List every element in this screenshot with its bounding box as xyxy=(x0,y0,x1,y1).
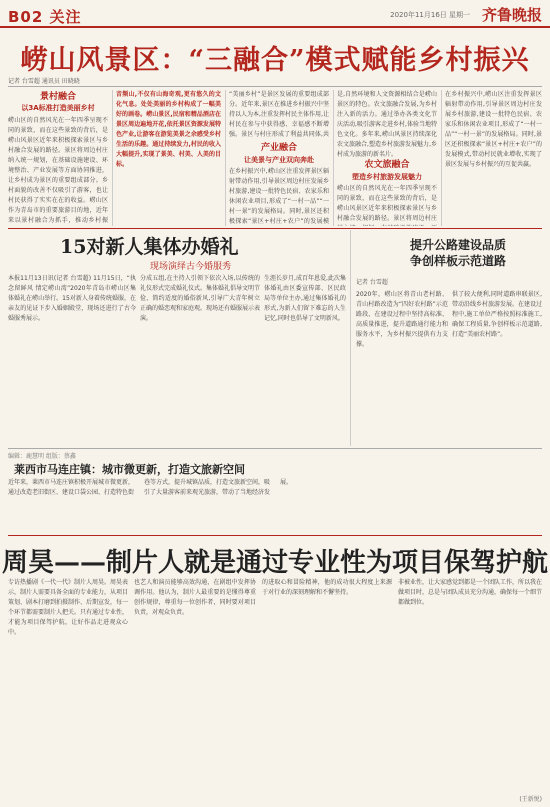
band-body: 近年来，莱西市马连庄镇积极开展城市微更新，通过改造老旧街区、建设口袋公园、打造特色街巷等方式，提升城镇品质，打造文旅新空间，吸引了大量游客前来观光旅游，带动了当地经济发展。 xyxy=(8,479,293,496)
editor-credit: 编辑：鹿慧明 组版：蔡鑫 xyxy=(8,453,76,460)
sub2-subtitle: 让美景与产业双向奔赴 xyxy=(244,156,314,164)
top-col-1: 崂山区的自然风光在一年四季呈现不同的景致，而在这些景致的背后，是崂山风景区近年来积极探索景区与乡村融合发展的路径。景区将周边村庄纳入统一规划，在基础设施建设、环境整治、产业发展等方面协同推进，让乡村成为景区的重要组成部分。乡村面貌的改善不仅吸引了游客，也让村民获得了实实在在的收益。崂山区作为青岛市的重要旅游目的地，近年来以景村融合为抓手，推动乡村振 xyxy=(8,117,108,224)
road-col-2: 供了较大便利,同时道路串联景区,带动沿线乡村旅游发展。在建设过程中,施工单位严格按照标准施工,确保工程质量,争创样板示范道路,打造“美丽农村路”。 xyxy=(452,291,542,338)
wedding-col-1: 本报11月13日讯(记者 台雪超) 11月15日，“执念留鲜风 情定崂山湾”2020年青岛市崂山区集体婚礼在崂山举行。15对新人身着传统婚服，在亲友的见证下步入婚姻殿堂，现场还进行了古今婚服秀展示。 xyxy=(8,275,136,322)
producer-headline: 周昊——制片人就是通过专业性为项目保驾护航 xyxy=(1,548,548,578)
producer-col-2: 也艺人和演员能够高效沟通，在剧组中发挥协调作用。他认为，制片人最重要的是懂得尊重创作规律，尊重每一位创作者，同时要对项目负责，对观众负责。 xyxy=(134,579,256,616)
issue-date: 2020年11月16日 星期一 xyxy=(390,11,470,19)
section-label: B02 关注 xyxy=(8,8,82,26)
top-col-4: 是,自然环境和人文资源相结合是崂山景区的特色。农文旅融合发展,为乡村注入新的活力。通过举办各类文化节庆活动,吸引游客走进乡村,体验当地特色文化。多年来,崂山风景区持续深化农文旅融合,塑造乡村旅游发展魅力,乡村成为旅游的新名片。 xyxy=(337,91,437,158)
section-divider xyxy=(8,228,542,229)
top-col-5: 在乡村振兴中,崂山区注重发挥景区辐射带动作用,引导景区周边村庄发展乡村旅游,建设一批特色民宿、农家乐和休闲农业项目,形成了“一村一品”“一村一景”的发展格局。同时,景区还积极探索“景区+村庄+农户”的发展模式,带动村民就业增收,实现了景区发展与乡村振兴的互促共赢。 xyxy=(445,91,542,168)
top-col-3b: 在乡村振兴中,崂山区注重发挥景区辐射带动作用,引导景区周边村庄发展乡村旅游,建设一批特色民宿、农家乐和休闲农业项目,形成了“一村一品”“一村一景”的发展格局。同时,景区还积极探索“景区+村庄+农户”的发展模 xyxy=(229,168,329,225)
sub1-title: 景村融合 xyxy=(39,92,76,102)
col-divider xyxy=(350,230,351,446)
top-col-4b: 崂山区的自然风光在一年四季呈现不同的景致，而在这些景致的背后，是崂山风景区近年来积极探索景区与乡村融合发展的路径。景区将周边村庄 xyxy=(337,185,437,222)
top-col-2: 音频山,不仅有山海奇观,更有悠久的文化气息。处处美丽的乡村构成了一幅美好的画卷。崂山景区,民宿和精品酒店在景区周边遍地开花,依托景区资源发展特色产业,让游客在游览美景之余感受乡村生活的乐趣。通过持续发力,村民的收入大幅提升,实现了景美、村美、人美的目标。 xyxy=(116,91,221,168)
top-headline: 崂山风景区：“三融合”模式赋能乡村振兴 xyxy=(20,45,530,76)
sub1-subtitle: 以3A标准打造美丽乡村 xyxy=(21,104,95,112)
road-headline-line-2: 争创样板示范道路 xyxy=(410,254,507,268)
road-byline: 记者 台雪超 xyxy=(356,279,388,286)
producer-col-4: 非被业性，让大家感觉到都是一个团队工作，所以我在做项目时，总是与团队成员充分沟通，确保每一个细节都做到位。 xyxy=(398,579,542,606)
producer-col-1: 专访热播剧《一代一代》制片人周昊。周昊表示，制片人需要具备全面的专业能力，从项目策划、剧本打磨到拍摄制作、后期宣发，每一个环节都需要制片人把关。只有通过专业性，才能为项目保驾护航，让好作品走进观众心中。 xyxy=(8,579,128,636)
road-col-1: 2020年，崂山区将青山老村路、青山村路改造为“四好农村路”示范路段，在建设过程中坚持高标准、高质量推进，提升道路通行能力和服务水平，为乡村振兴提供有力支撑。 xyxy=(356,291,448,348)
wedding-headline: 15对新人集体办婚礼 xyxy=(60,236,239,258)
col-divider xyxy=(225,90,226,226)
section-divider xyxy=(8,535,542,536)
road-headline xyxy=(410,237,506,269)
wedding-col-3: 生涯长岁月,成百年恩爱,此次集体婚礼由区委宣传部、区民政局等单位主办,通过集体婚礼的形式,为新人们留下难忘的人生记忆,同时也倡导了文明新风。 xyxy=(264,275,346,322)
col-divider xyxy=(441,90,442,226)
author-credit: (王新悦) xyxy=(519,796,542,803)
sub3-subtitle: 塑造乡村旅游发展魅力 xyxy=(352,173,422,181)
band-headline: 莱西市马连庄镇：城市微更新，打造文旅新空间 xyxy=(14,463,245,476)
wedding-col-2: 分成五组,在主持人引领下依次入场,以传统的礼仪形式完成婚礼仪式。集体婚礼倡导文明节俭、简约适度的婚俗新风,引导广大青年树立正确的婚恋观和家庭观。现场还有婚服展示表演。 xyxy=(140,275,260,322)
col-divider xyxy=(333,90,334,226)
col-divider xyxy=(112,90,113,226)
sub2-title: 产业融合 xyxy=(260,143,297,153)
top-col-3: “美丽乡村”是景区发展的重要组成部分。近年来,景区在推进乡村振兴中坚持以人为本,注重发挥村民主体作用,让村民在参与中获得感、幸福感不断增强。景区与村庄形成了利益共同体,共 xyxy=(229,91,329,138)
top-divider xyxy=(8,86,542,87)
band-divider xyxy=(8,448,542,449)
road-headline-line-1: 提升公路建设品质 xyxy=(410,238,507,252)
page-header xyxy=(0,0,550,28)
sub3-title: 农文旅融合 xyxy=(364,160,410,170)
top-byline: 记者 台雪超 通讯员 田晓晓 xyxy=(8,78,80,85)
newspaper-logo: 齐鲁晚报 xyxy=(481,6,542,24)
wedding-subheadline: 现场演绎古今婚服秀 xyxy=(150,262,232,272)
producer-col-3: 的进取心和冒险精神，他的成功很大程度上来源于对行业的深刻理解和不懈坚持。 xyxy=(262,579,392,596)
